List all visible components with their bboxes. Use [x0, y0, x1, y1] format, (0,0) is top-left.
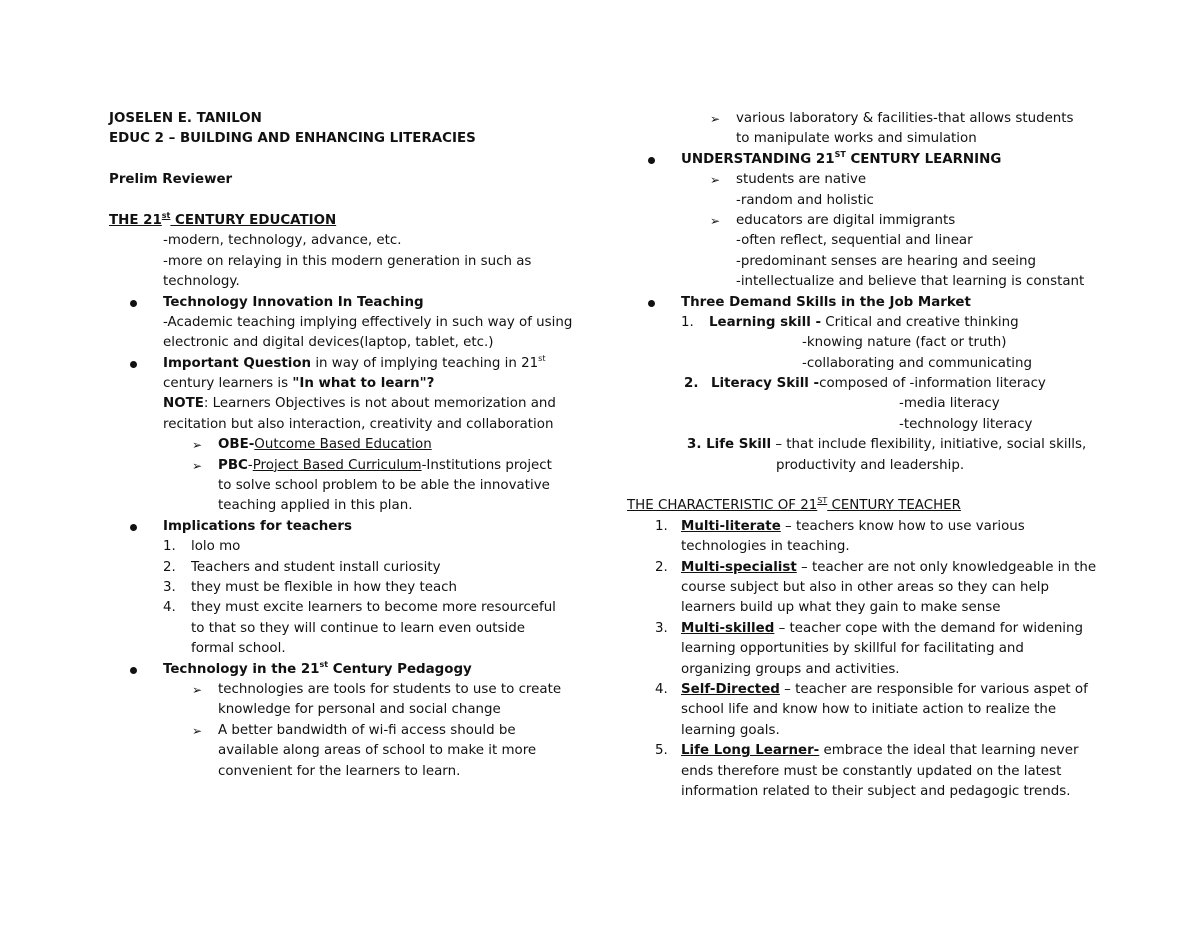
iq-line2-quote: "In what to learn"? [292, 376, 435, 392]
arrow-bullet-icon: ➢ [192, 723, 203, 738]
characteristic-item [627, 741, 1107, 761]
pedagogy-continued: knowledge for personal and social change [218, 702, 501, 718]
understanding-detail: -often reflect, sequential and linear [736, 233, 973, 249]
bullet-icon [130, 667, 137, 674]
implication-text: they must be flexible in how they teach [191, 579, 458, 595]
understanding-detail: -random and holistic [736, 192, 874, 208]
pedagogy-heading [109, 660, 589, 680]
important-question [109, 354, 589, 374]
characteristic-continued: technologies in teaching. [681, 539, 850, 555]
implication-item [109, 578, 589, 598]
arrow-bullet-icon: ➢ [710, 213, 721, 228]
arrow-bullet-icon: ➢ [192, 458, 203, 473]
section-title-part: CENTURY EDUCATION [170, 212, 337, 228]
important-question-label: Important Question [163, 355, 312, 371]
characteristic-label: Self-Directed [681, 681, 780, 697]
list-number: 2. [655, 559, 668, 575]
section-title-part: THE 21 [109, 212, 162, 228]
characteristic-label: Multi-literate [681, 518, 781, 534]
characteristic-title-part: CENTURY TEACHER [827, 498, 961, 514]
note-text: : Learners Objectives is not about memorization and [203, 396, 556, 412]
list-number: 1. [163, 539, 176, 555]
life-skill-line [627, 435, 1107, 455]
bullet-icon [130, 300, 137, 307]
learning-skill-text: Critical and creative thinking [821, 314, 1019, 330]
characteristic-text: embrace the ideal that learning never [819, 743, 1079, 759]
arrow-bullet-icon: ➢ [710, 173, 721, 188]
implication-continued: to that so they will continue to learn even outside [191, 620, 525, 636]
bullet-icon [130, 361, 137, 368]
characteristic-continued: ends therefore must be constantly updated on the latest [681, 763, 1062, 779]
pbc-line2: to solve school problem to be able the innovative [218, 478, 550, 494]
implication-text: lolo mo [191, 539, 241, 555]
intro-line: -modern, technology, advance, etc. [163, 233, 402, 249]
note-label: NOTE [163, 396, 204, 412]
characteristic-label: Multi-skilled [681, 620, 775, 636]
implication-item [109, 537, 589, 557]
subtitle: Prelim Reviewer [109, 172, 233, 188]
intro-line: -more on relaying in this modern generation in such as [163, 253, 532, 269]
understanding-title: CENTURY LEARNING [845, 151, 1002, 167]
tech-innovation-heading [109, 293, 589, 313]
pbc-item [109, 456, 589, 476]
characteristic-continued: course subject but also in other areas so they can help [681, 579, 1049, 595]
left-column [109, 109, 589, 782]
implications-title: Implications for teachers [163, 518, 352, 534]
understanding-point [627, 211, 1107, 231]
obe-label: OBE- [218, 437, 255, 453]
list-number: 4. [655, 681, 668, 697]
characteristic-continued: learning opportunities by skillful for facilitating and [681, 641, 1024, 657]
pbc-dash: - [247, 457, 253, 473]
list-number: 1. [655, 518, 668, 534]
life-skill-text: – that include flexibility, initiative, social skills, [771, 437, 1087, 453]
arrow-bullet-icon: ➢ [192, 438, 203, 453]
pbc-text: -Institutions project [421, 457, 552, 473]
important-question-sup: st [538, 353, 546, 363]
characteristic-item [627, 517, 1107, 537]
intro-line: technology. [163, 274, 240, 290]
characteristic-item [627, 680, 1107, 700]
lab-text: various laboratory & facilities-that allows students [736, 111, 1074, 126]
understanding-heading [627, 150, 1107, 170]
characteristic-continued: learners build up what they gain to make sense [681, 600, 1001, 616]
life-skill-label: 3. Life Skill [687, 437, 772, 453]
tech-innovation-title: Technology Innovation In Teaching [163, 294, 424, 310]
course-title: EDUC 2 – BUILDING AND ENHANCING LITERACIES [109, 131, 476, 147]
understanding-detail: -intellectualize and believe that learning is constant [736, 274, 1085, 290]
list-number: 3. [163, 579, 176, 595]
list-number: 3. [655, 620, 668, 636]
bullet-icon [648, 300, 655, 307]
literacy-skill-text: composed of -information literacy [819, 376, 1046, 392]
pedagogy-point [109, 721, 589, 741]
characteristic-item [627, 558, 1107, 578]
note-line [109, 394, 589, 414]
section-title-sup: st [161, 210, 171, 220]
literacy-skill-sub: -technology literacy [899, 416, 1033, 432]
learning-skill-sub: -knowing nature (fact or truth) [802, 335, 1007, 351]
literacy-skill-line [627, 374, 1107, 394]
important-question-line2 [109, 374, 589, 394]
characteristic-text: – teacher cope with the demand for widening [774, 620, 1084, 636]
characteristic-title [627, 496, 1107, 516]
characteristic-sup: ST [817, 496, 828, 506]
understanding-text: educators are digital immigrants [736, 212, 956, 228]
obe-item [109, 435, 589, 455]
pedagogy-text: technologies are tools for students to use to create [218, 681, 562, 697]
understanding-title: UNDERSTANDING 21 [681, 151, 835, 167]
tech-innovation-line: electronic and digital devices(laptop, tablet, etc.) [163, 335, 494, 351]
learning-skill-sub: -collaborating and communicating [802, 355, 1032, 371]
life-skill-line2: productivity and leadership. [776, 457, 965, 473]
implication-item [109, 558, 589, 578]
list-number: 2. [163, 559, 176, 575]
pbc-line3: teaching applied in this plan. [218, 498, 413, 514]
pedagogy-continued: convenient for the learners to learn. [218, 763, 461, 779]
implication-item [109, 598, 589, 618]
pbc-link: Project Based Curriculum [252, 457, 422, 473]
characteristic-item [627, 619, 1107, 639]
important-question-text: in way of implying teaching in 21 [311, 355, 539, 371]
pedagogy-text: A better bandwidth of wi-fi access should be [218, 722, 516, 738]
iq-line2-text: century learners is [163, 376, 293, 392]
pedagogy-continued: available along areas of school to make it more [218, 743, 537, 759]
characteristic-continued: school life and know how to initiate action to realize the [681, 702, 1057, 718]
characteristic-text: – teacher are responsible for various aspet of [779, 681, 1088, 697]
understanding-point [627, 170, 1107, 190]
author-name: JOSELEN E. TANILON [109, 111, 262, 126]
right-column [627, 109, 1107, 802]
characteristic-text: – teachers know how to use various [780, 518, 1025, 534]
understanding-text: students are native [736, 172, 867, 188]
pedagogy-sup: st [319, 659, 329, 669]
learning-skill-label: Learning skill - [709, 314, 822, 330]
note-line2: recitation but also interaction, creativity and collaboration [163, 416, 554, 432]
understanding-detail: -predominant senses are hearing and seeing [736, 253, 1036, 269]
characteristic-label: Life Long Learner- [681, 743, 820, 759]
implication-text: Teachers and student install curiosity [191, 559, 441, 575]
section-title-education [109, 211, 589, 231]
characteristic-continued: learning goals. [681, 722, 780, 738]
characteristic-continued: information related to their subject and pedagogic trends. [681, 783, 1071, 799]
pedagogy-point [109, 680, 589, 700]
list-number: 4. [163, 600, 176, 616]
pedagogy-title: Technology in the 21 [163, 661, 320, 677]
implication-continued: formal school. [191, 641, 286, 657]
characteristic-title-part: THE CHARACTERISTIC OF 21 [627, 498, 818, 514]
implications-heading [109, 517, 589, 537]
arrow-bullet-icon: ➢ [710, 112, 721, 126]
learning-skill-line [627, 313, 1107, 333]
characteristic-text: – teacher are not only knowledgeable in the [796, 559, 1097, 575]
list-number: 2. [684, 376, 699, 392]
characteristic-label: Multi-specialist [681, 559, 797, 575]
lab-continued: to manipulate works and simulation [736, 131, 977, 147]
three-demand-title: Three Demand Skills in the Job Market [681, 294, 971, 310]
obe-text: Outcome Based Education [254, 437, 432, 453]
bullet-icon [648, 157, 655, 164]
arrow-bullet-icon: ➢ [192, 682, 203, 697]
pbc-label: PBC [218, 457, 248, 473]
list-number: 5. [655, 743, 668, 759]
understanding-sup: ST [834, 149, 846, 159]
tech-innovation-line: -Academic teaching implying effectively in such way of using [163, 314, 573, 330]
list-number: 1. [681, 314, 694, 330]
three-demand-heading [627, 293, 1107, 313]
implication-text: they must excite learners to become more resourceful [191, 600, 556, 616]
pedagogy-title: Century Pedagogy [328, 661, 472, 677]
characteristic-continued: organizing groups and activities. [681, 661, 900, 677]
literacy-skill-sub: -media literacy [899, 396, 1000, 412]
literacy-skill-label: Literacy Skill - [711, 376, 820, 392]
bullet-icon [130, 524, 137, 531]
lab-point [627, 109, 1107, 129]
